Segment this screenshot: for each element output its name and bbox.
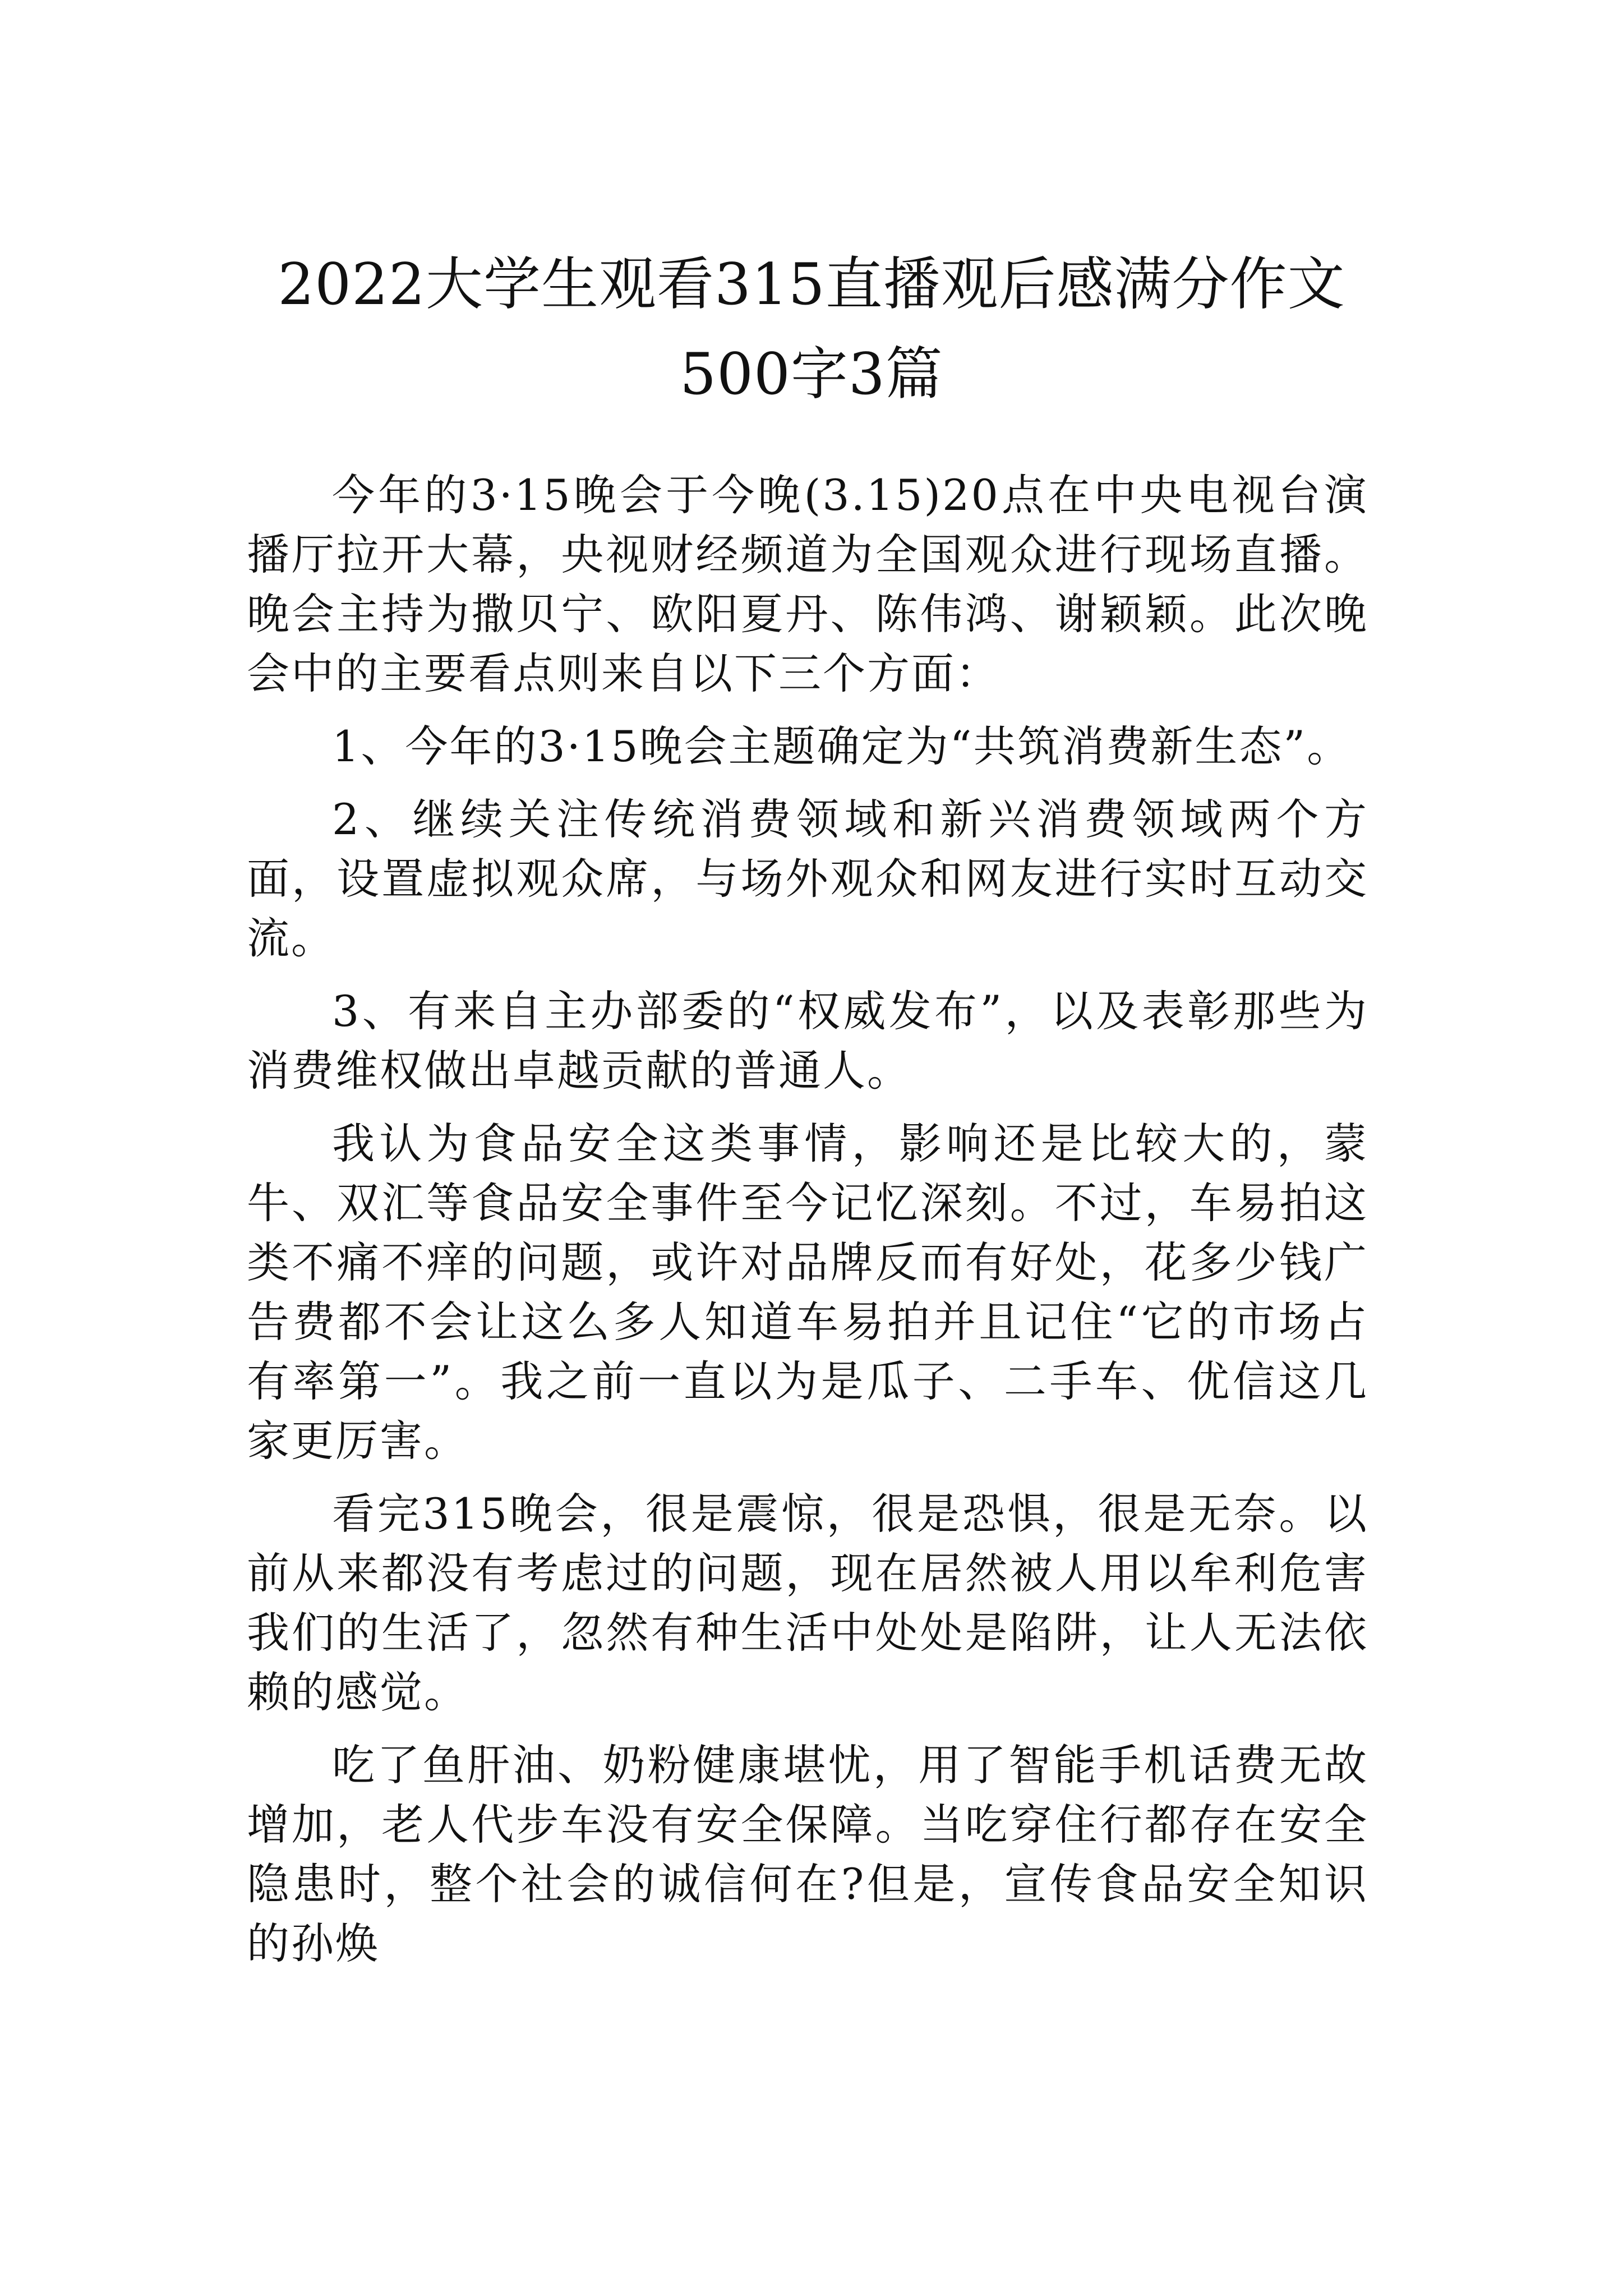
paragraph-food-safety: 我认为食品安全这类事情，影响还是比较大的，蒙牛、双汇等食品安全事件至今记忆深刻。不过，车易拍这类不痛不痒的问题，或许对品牌反而有好处，花多少钱广告费都不会让这么多人知道车易拍并且记住“它的市场占有率第一”。我之前一直以为是瓜子、二手车、优信这几家更厉害。 (247, 1119, 1368, 1466)
document-body (247, 466, 1368, 1987)
paragraph-integrity: 吃了鱼肝油、奶粉健康堪忧，用了智能手机话费无故增加，老人代步车没有安全保障。当吃穿住行都存在安全隐患时，整个社会的诚信何在?但是，宣传食品安全知识的孙焕 (247, 1740, 1368, 1968)
paragraph-point-3: 3、有来自主办部委的“权威发布”，以及表彰那些为消费维权做出卓越贡献的普通人。 (247, 986, 1368, 1096)
document-title (241, 240, 1382, 420)
paragraph-intro: 今年的3·15晚会于今晚(3.15)20点在中央电视台演播厅拉开大幕，央视财经频道为全国观众进行现场直播。晚会主持为撒贝宁、欧阳夏丹、陈伟鸿、谢颖颖。此次晚会中的主要看点则来自以下三个方面： (247, 470, 1368, 698)
title-line-1: 2022大学生观看315直播观后感满分作文 (278, 251, 1345, 319)
paragraph-point-2: 2、继续关注传统消费领域和新兴消费领域两个方面，设置虚拟观众席，与场外观众和网友进行实时互动交流。 (247, 794, 1368, 963)
paragraph-point-1: 1、今年的3·15晚会主题确定为“共筑消费新生态”。 (332, 721, 1352, 771)
title-line-2: 500字3篇 (680, 341, 943, 408)
paragraph-reaction: 看完315晚会，很是震惊，很是恐惧，很是无奈。以前从来都没有考虑过的问题，现在居然被人用以牟利危害我们的生活了，忽然有种生活中处处是陷阱，让人无法依赖的感觉。 (247, 1489, 1368, 1717)
